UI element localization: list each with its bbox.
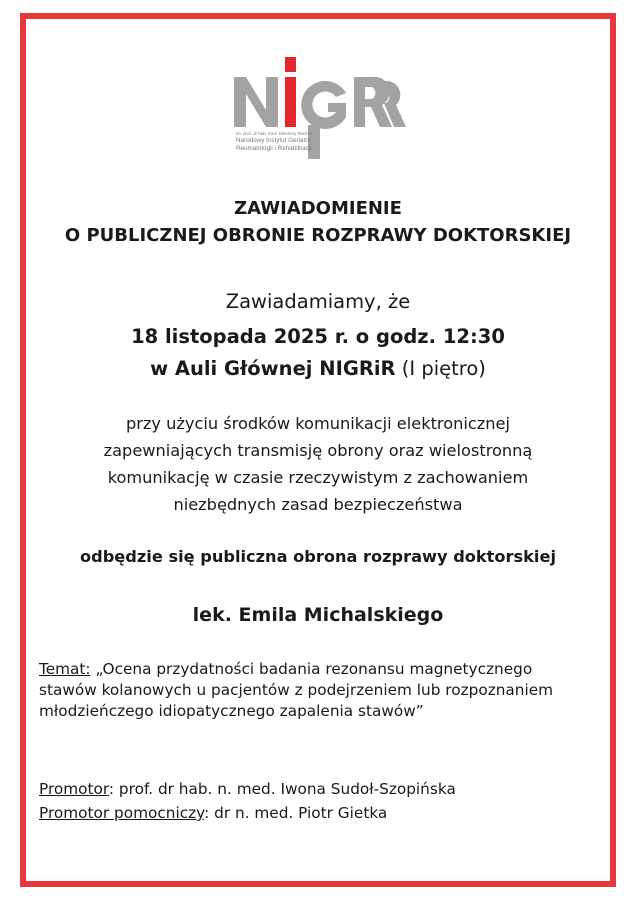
promotor-label: Promotor [39,780,109,798]
topic-line: stawów kolanowych u pacjentów z podejrzeniem lub rozpoznaniem [39,681,554,699]
defense-date: 18 listopada 2025 r. o godz. 12:30 [131,325,505,348]
announcement: odbędzie się publiczna obrona rozprawy doktorskiej [80,547,556,566]
candidate-name: lek. Emila Michalskiego [192,604,444,626]
notice-title [20,195,616,249]
assistant-promotor-value: : dr n. med. Piotr Gietka [204,804,388,822]
body-line: niezbędnych zasad bezpieczeństwa [173,495,463,514]
promotor-value: : prof. dr hab. n. med. Iwona Sudoł-Szopińska [108,780,456,798]
body-line: zapewniających transmisję obrony oraz wielostronną [103,441,533,460]
body-line: komunikację w czasie rzeczywistym z zachowaniem [107,468,529,487]
promotor-line [39,779,599,800]
institute-logo [228,55,413,175]
assistant-promotor-line [39,803,599,824]
nigrr-logo-graphic [228,55,413,175]
place-hall: w Auli Głównej NIGRiR [150,357,396,380]
lead-text: Zawiadamiamy, że [225,290,411,313]
assistant-promotor-label: Promotor pomocniczy [39,804,205,822]
topic-label: Temat: [39,660,91,678]
logo-caption-line: Reumatologii i Rehabilitacji [236,145,312,152]
logo-caption-line: Narodowy Instytut Geriatrii [236,137,311,144]
notice-title-line1: ZAWIADOMIENIE [234,198,402,219]
defense-place [20,354,616,384]
transmission-info [20,410,616,518]
body-line: przy użyciu środków komunikacji elektronicznej [125,414,511,433]
topic-line [39,659,599,680]
logo-caption [236,131,336,153]
logo-caption-line: im. prof. dr hab. med. Eleonory Reicher [236,131,313,136]
topic-text: „Ocena przydatności badania rezonansu magnetycznego [90,660,533,678]
place-floor: (I piętro) [395,357,486,380]
notice-title-line2: O PUBLICZNEJ OBRONIE ROZPRAWY DOKTORSKIEJ [64,225,572,246]
thesis-topic [39,659,599,722]
topic-line: młodzieńczego idiopatycznego zapalenia stawów” [39,702,424,720]
